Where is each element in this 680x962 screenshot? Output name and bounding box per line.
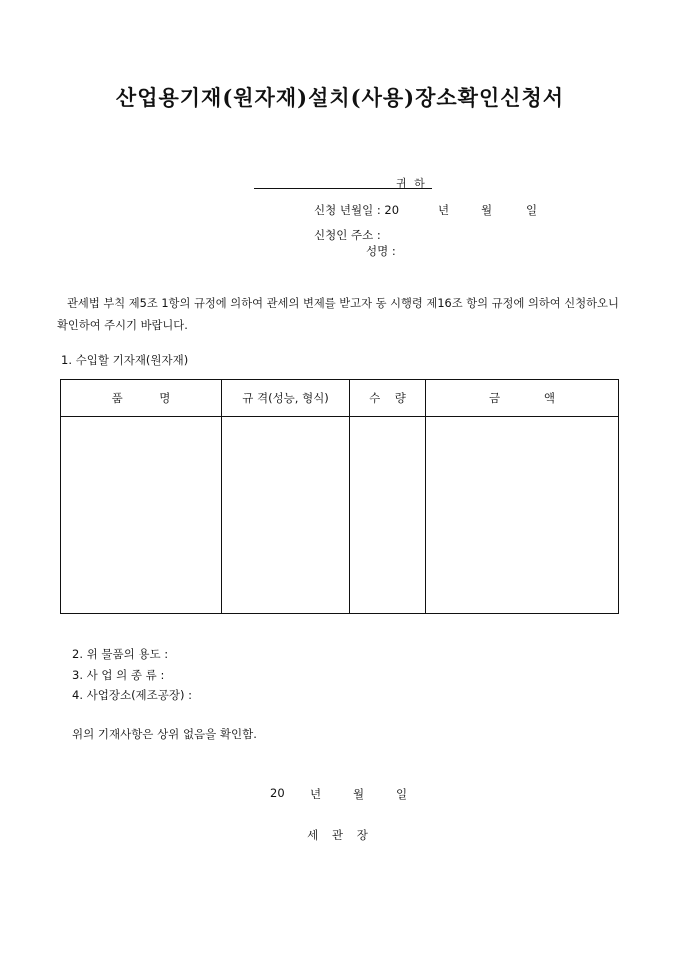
section-3-business-type-label: 3. 사 업 의 종 류 : xyxy=(72,668,165,682)
applicant-address-label: 신청인 주소 : xyxy=(314,228,381,242)
request-body-text: 관세법 부칙 제5조 1항의 규정에 의하여 관세의 변제를 받고자 동 시행령 제16조 항의 규정에 의하여 신청하오니 확인하여 주시기 바랍니다. xyxy=(57,297,619,332)
section-2-purpose-label: 2. 위 물품의 용도 : xyxy=(72,647,169,661)
application-month-unit: 월 xyxy=(481,203,493,217)
amount-cell[interactable] xyxy=(426,417,619,614)
section-4-business-location-label: 4. 사업장소(제조공장) : xyxy=(72,688,193,702)
customs-chief-signature: 세 관 장 xyxy=(307,828,373,842)
column-header-item-name: 품 명 xyxy=(61,380,222,417)
addressee-label: 귀 하 xyxy=(396,177,427,190)
column-header-quantity: 수 량 xyxy=(350,380,426,417)
confirmation-statement: 위의 기재사항은 상위 없음을 확인함. xyxy=(72,727,257,741)
application-day-unit: 일 xyxy=(526,203,538,217)
item-name-cell[interactable] xyxy=(61,417,222,614)
quantity-cell[interactable] xyxy=(350,417,426,614)
materials-table-header-row xyxy=(61,380,619,417)
bottom-day-unit: 일 xyxy=(396,787,408,801)
application-year-unit: 년 xyxy=(438,203,450,217)
document-title: 산업용기재(원자재)설치(사용)장소확인신청서 xyxy=(115,85,565,110)
materials-table xyxy=(60,379,619,614)
section-1-label: 1. 수입할 기자재(원자재) xyxy=(61,353,189,367)
bottom-year-unit: 년 xyxy=(310,787,322,801)
table-row xyxy=(61,417,619,614)
application-date-label: 신청 년월일 : 20 xyxy=(314,203,400,217)
bottom-date-prefix: 20 xyxy=(270,786,285,800)
specification-cell[interactable] xyxy=(222,417,350,614)
applicant-name-label: 성명 : xyxy=(366,244,396,258)
column-header-specification: 규 격(성능, 형식) xyxy=(222,380,350,417)
bottom-month-unit: 월 xyxy=(353,787,365,801)
column-header-amount: 금 액 xyxy=(426,380,619,417)
